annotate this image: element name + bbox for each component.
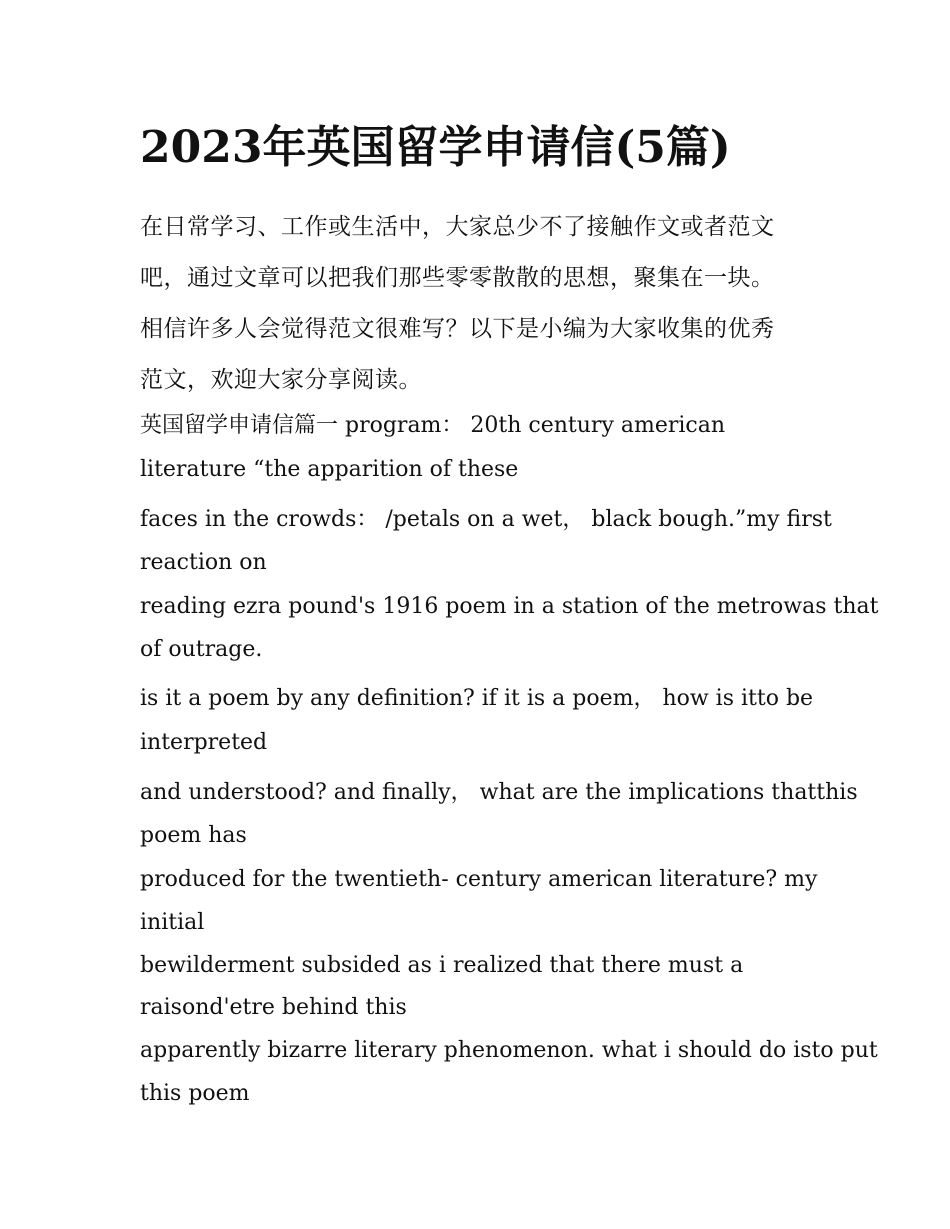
body-line: reading ezra pound's 1916 poem in a station of the metrowas that bbox=[140, 594, 879, 619]
body-line: bewilderment subsided as i realized that there must a bbox=[140, 953, 744, 978]
body-line: reaction on bbox=[140, 550, 267, 575]
intro-line: 吧，通过文章可以把我们那些零零散散的思想，聚集在一块。 bbox=[140, 265, 775, 291]
intro-line: 在日常学习、工作或生活中，大家总少不了接触作文或者范文 bbox=[140, 214, 775, 240]
body-line: literature “the apparition of these bbox=[140, 457, 519, 482]
body-line: poem has bbox=[140, 823, 247, 848]
body-line: raisond'etre behind this bbox=[140, 995, 407, 1020]
body-line: of outrage. bbox=[140, 637, 263, 662]
body-line: is it a poem by any definition? if it is a poem， how is itto be bbox=[140, 686, 814, 711]
body-line: faces in the crowds： /petals on a wet， black bough.”my first bbox=[140, 507, 832, 532]
intro-line: 相信许多人会觉得范文很难写？以下是小编为大家收集的优秀 bbox=[140, 316, 775, 342]
intro-paragraph bbox=[140, 202, 830, 406]
body-line: produced for the twentieth- century american literature? my bbox=[140, 867, 818, 892]
intro-line: 范文，欢迎大家分享阅读。 bbox=[140, 367, 422, 393]
body-line: apparently bizarre literary phenomenon. what i should do isto put bbox=[140, 1038, 878, 1063]
body-line: and understood? and finally， what are the implications thatthis bbox=[140, 780, 858, 805]
body-line: this poem bbox=[140, 1081, 250, 1106]
document-title: 2023年英国留学申请信(5篇) bbox=[140, 122, 731, 173]
body-line: initial bbox=[140, 910, 205, 935]
body-line: interpreted bbox=[140, 730, 268, 755]
body-line: 英国留学申请信篇一 program： 20th century american bbox=[140, 413, 726, 438]
